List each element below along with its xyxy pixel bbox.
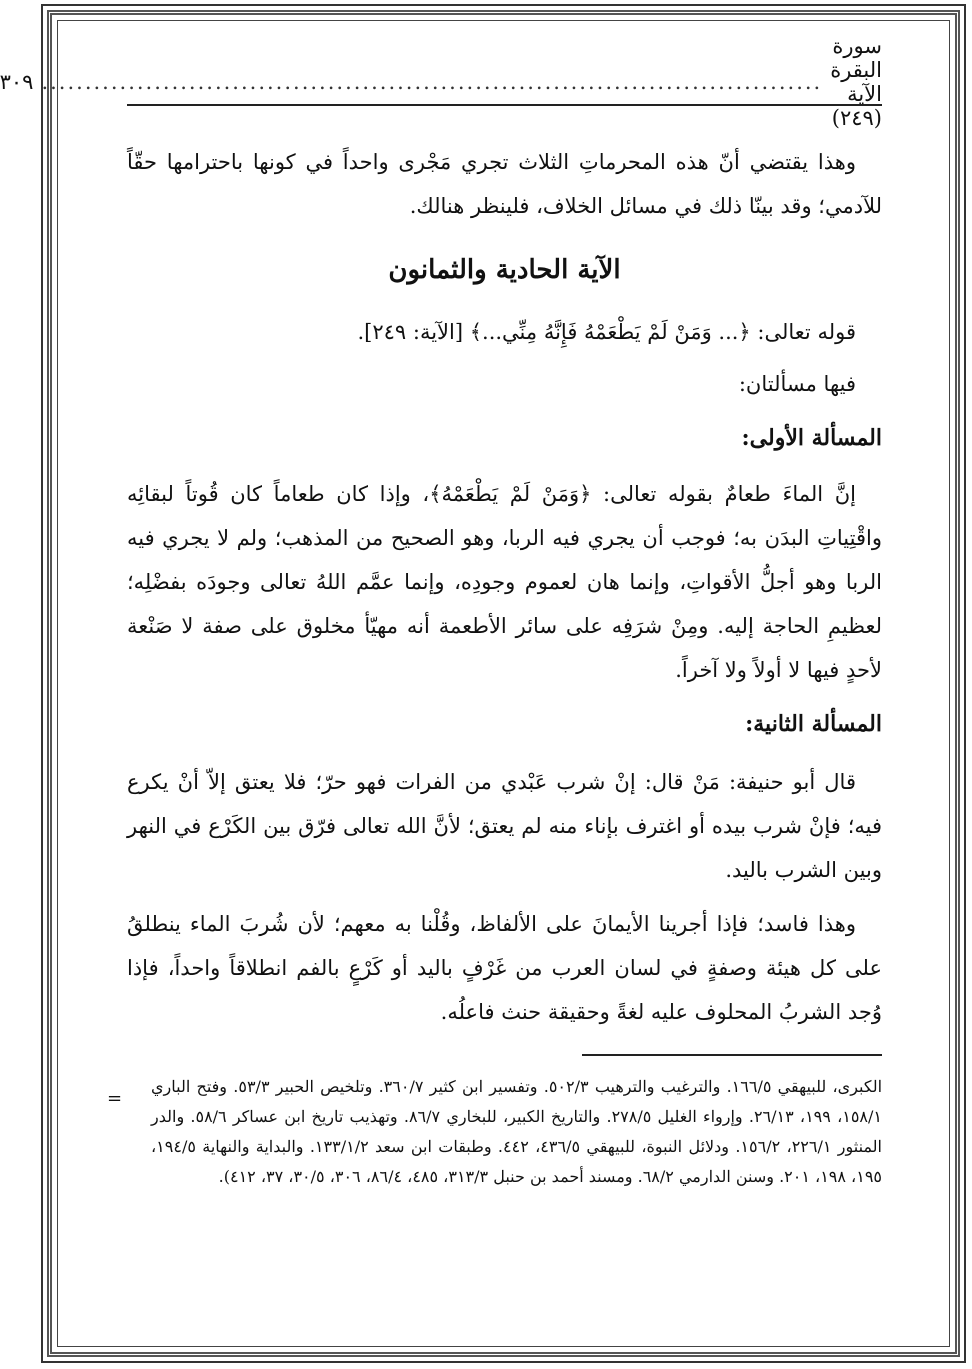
rebuttal-text: وهذا فاسد؛ فإذا أجرينا الأيمانَ على الألفاظ، وقُلْنا به معهم؛ لأن شُربَ الماء ينطلقُ على كل هيئة وصفةٍ في لسان العرب من غَرْفٍ باليد أو كَرْعٍ بالفم انطلاقاً واحداً، فإذا وُجد الشربُ المحلوف عليه لغةً وحقيقة حنث فاعلُه. bbox=[127, 912, 882, 1024]
first-issue-text: إنَّ الماءَ طعامٌ بقوله تعالى: ﴿وَمَنْ لَمْ يَطْعَمْهُ﴾، وإذا كان طعاماً كان قُوتاً لبقائِه واقْتِياتِ البدَن به؛ فوجب أن يجري فيه الربا، وهو الصحيح من المذهب؛ ولم لا يجري فيه الربا وهو أجلُّ الأقواتِ، وإنما هان لعموم وجودِه، وإنما عمَّم اللهُ تعالى وجودَه بفضْلِه؛ لعظيمِ الحاجة إليه. ومِنْ شرَفِه على سائر الأطعمة أنه مهيّأ مخلوق على صفة لا صَنْعة لأحدٍ فيها لا أولاً ولا آخراً. bbox=[127, 482, 882, 682]
running-header bbox=[0, 34, 882, 130]
issues-intro: فيها مسألتان: bbox=[738, 372, 856, 396]
header-title: سورة البقرة الآية (٢٤٩) bbox=[830, 34, 882, 130]
footnote-separator bbox=[582, 1054, 882, 1056]
verse-heading: الآية الحادية والثمانون bbox=[388, 255, 621, 285]
footnote-block bbox=[107, 1072, 883, 1192]
second-issue-text: قال أبو حنيفة: مَنْ قال: إنْ شرب عَبْدي من الفرات فهو حرّ؛ فلا يعتق إلاّ أنْ يكرع فيه؛ فإنْ شرب بيده أو اغترف بإناء منه لم يعتق؛ لأنَّ الله تعالى فرّق بين الكَرْع في النهر وبين الشرب باليد. bbox=[127, 770, 882, 882]
page-number: ٣٠٩ bbox=[0, 70, 34, 94]
verse-quote: قوله تعالى: ﴿... وَمَنْ لَمْ يَطْعَمْهُ فَإِنَّهُ مِنِّي...﴾ [الآية: ٢٤٩]. bbox=[357, 320, 856, 344]
footnote-continuation-mark: = bbox=[107, 1088, 123, 1109]
footnote-text: الكبرى، للبيهقي ١٦٦/٥. والترغيب والترهيب ٥٠٢/٣. وتفسير ابن كثير ٣٦٠/٧. وتلخيص الحبير ٥٣/٣. وفتح الباري ١٥٨/١، ١٩٩، ٢٦/١٣. وإرواء الغليل ٢٧٨/٥. والتاريخ الكبير، للبخاري ٨٦/٧. وتهذيب تاريخ ابن عساكر ٥٨/٦. والدر المنثور ٢٢٦/١، ١٥٦/٢. ودلائل النبوة، للبيهقي ٤٣٦/٥، ٤٤٢. وطبقات ابن سعد ١٣٣/١/٢. والبداية والنهاية ١٩٤/٥، ١٩٥، ١٩٨، ٢٠١. وسنن الدارمي ٦٨/٢. ومسند أحمد بن حنبل ٣١٣/٣، ٤٨٥، ٨٦/٤، ٣٠٦، ٣٠/٥، ٣٧، ٤١٢). bbox=[151, 1077, 883, 1186]
first-issue-title: المسألة الأولى: bbox=[741, 425, 882, 451]
header-leader-dots: .......................................................................................... bbox=[41, 70, 823, 94]
paragraph-intro: وهذا يقتضي أنّ هذه المحرماتِ الثلاث تجري مَجْرى واحداً في كونها باحترامها حقّاً للآدمي؛ وقد بينّا ذلك في مسائل الخلاف، فلينظر هنالك. bbox=[127, 150, 882, 218]
book-page bbox=[0, 34, 883, 1310]
second-issue-title: المسألة الثانية: bbox=[745, 711, 882, 737]
